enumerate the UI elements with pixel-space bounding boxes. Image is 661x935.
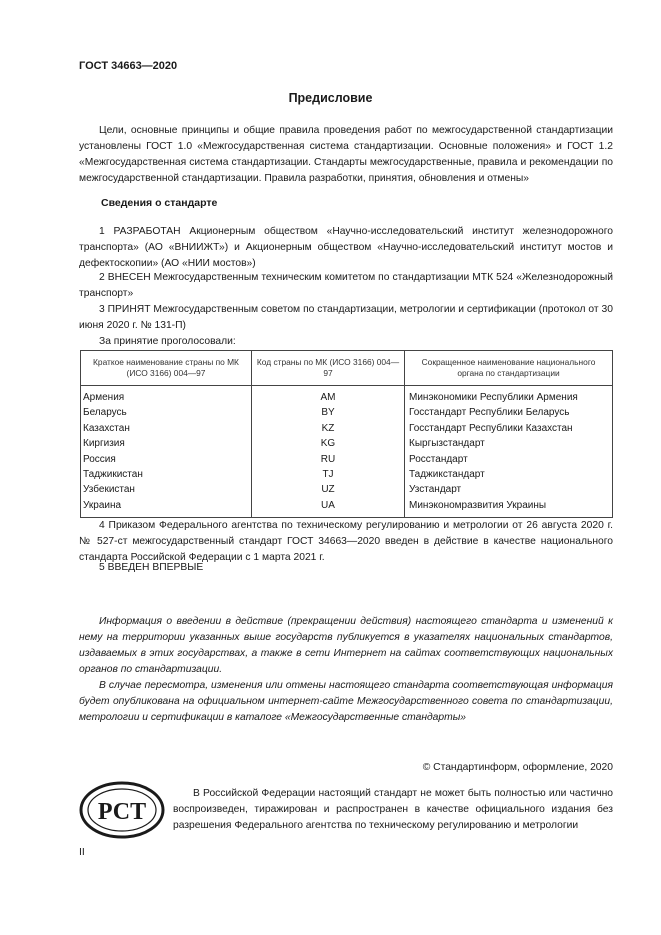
page-title: Предисловие <box>288 91 373 105</box>
item-voted: За принятие проголосовали: <box>99 336 236 347</box>
item-order: 4 Приказом Федерального агентства по техническому регулированию и метрологии от 26 августа 2020 г. № 527-ст межгосударственный стандарт ГОСТ 34663—2020 введен в действие в качестве национального стандарта Российской Федерации с 1 марта 2021 г. <box>79 520 613 563</box>
table-row <box>81 498 613 518</box>
item-developed: 1 РАЗРАБОТАН Акционерным обществом «Научно-исследовательский институт железнодорожного транспорта» (АО «ВНИИЖТ») и Акционерным обществом «Научно-исследовательский институт мостов и дефектоскопии» (АО «НИИ мостов») <box>79 226 613 269</box>
authority-cell: Росстандарт <box>405 452 613 467</box>
authority-cell: Госстандарт Республики Казахстан <box>405 421 613 436</box>
authority-cell: Минэкономики Республики Армения <box>405 386 613 406</box>
country-cell: Беларусь <box>81 405 252 420</box>
authority-cell: Кыргызстандарт <box>405 436 613 451</box>
authority-cell: Госстандарт Республики Беларусь <box>405 405 613 420</box>
table-row <box>81 405 613 420</box>
code-cell: AM <box>252 386 405 406</box>
country-cell: Украина <box>81 498 252 518</box>
pct-logo <box>79 780 165 840</box>
code-cell: UA <box>252 498 405 518</box>
item-introduced: 2 ВНЕСЕН Межгосударственным техническим комитетом по стандартизации МТК 524 «Железнодорожный транспорт» <box>79 272 613 299</box>
intro-paragraph: Цели, основные принципы и общие правила проведения работ по межгосударственной стандартизации установлены ГОСТ 1.0 «Межгосударственная система стандартизации. Основные положения» и ГОСТ 1.2 «Межгосударственная система стандартизации. Стандарты межгосударственные, правила и рекомендации по межгосударственной стандартизации. Правила разработки, принятия, обновления и отмены» <box>79 125 613 184</box>
country-cell: Россия <box>81 452 252 467</box>
voting-table <box>80 350 613 518</box>
note-revision-info: В случае пересмотра, изменения или отмены настоящего стандарта соответствующая информация будет опубликована на официальном интернет-сайте Межгосударственного совета по стандартизации, метрологии и сертификации в каталоге «Межгосударственные стандарты» <box>79 680 613 723</box>
country-cell: Армения <box>81 386 252 406</box>
code-cell: BY <box>252 405 405 420</box>
authority-cell: Узстандарт <box>405 482 613 497</box>
pct-mark-text: РСТ <box>97 799 147 825</box>
pct-mark-icon <box>79 780 165 840</box>
table-row <box>81 467 613 482</box>
table-row <box>81 436 613 451</box>
code-cell: KG <box>252 436 405 451</box>
authority-cell: Таджикстандарт <box>405 467 613 482</box>
country-cell: Казахстан <box>81 421 252 436</box>
code-cell: KZ <box>252 421 405 436</box>
note-publication-info: Информация о введении в действие (прекращении действия) настоящего стандарта и изменений к нему на территории указанных выше государств публикуется в указателях национальных стандартов, издаваемых в этих государствах, а также в сети Интернет на сайтах соответствующих национальных органов по стандартизации. <box>79 616 613 675</box>
document-code: ГОСТ 34663—2020 <box>79 60 178 72</box>
page-number: II <box>79 846 85 858</box>
code-cell: UZ <box>252 482 405 497</box>
table-row <box>81 482 613 497</box>
code-cell: RU <box>252 452 405 467</box>
country-cell: Таджикистан <box>81 467 252 482</box>
code-cell: TJ <box>252 467 405 482</box>
table-row <box>81 386 613 406</box>
authority-cell: Минэкономразвития Украины <box>405 498 613 518</box>
copyright-line: © Стандартинформ, оформление, 2020 <box>422 762 613 773</box>
table-row <box>81 452 613 467</box>
column-header-country: Краткое наименование страны по МК (ИСО 3166) 004—97 <box>81 351 252 386</box>
copyright-notice: В Российской Федерации настоящий стандарт не может быть полностью или частично воспроизведен, тиражирован и распространен в качестве официального издания без разрешения Федерального агентства по техническому регулированию и метрологии <box>173 788 613 831</box>
table-row <box>81 421 613 436</box>
item-adopted: 3 ПРИНЯТ Межгосударственным советом по стандартизации, метрологии и сертификации (протокол от 30 июня 2020 г. № 131-П) <box>79 304 613 331</box>
column-header-authority: Сокращенное наименование национального органа по стандартизации <box>405 351 613 386</box>
item-first-introduced: 5 ВВЕДЕН ВПЕРВЫЕ <box>99 562 204 573</box>
country-cell: Киргизия <box>81 436 252 451</box>
section-title: Сведения о стандарте <box>101 197 218 209</box>
country-cell: Узбекистан <box>81 482 252 497</box>
column-header-code: Код страны по МК (ИСО 3166) 004—97 <box>252 351 405 386</box>
